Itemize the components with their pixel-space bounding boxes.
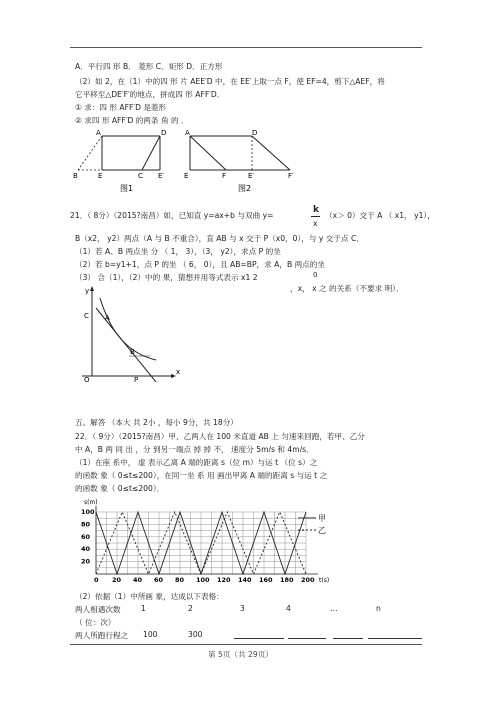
fig2-label-f: F — [222, 172, 227, 180]
footer-rule — [70, 644, 422, 645]
table-row2-label: 两人所跑行程之 — [75, 631, 129, 640]
fig2-label-d: D — [252, 129, 258, 137]
fig3-label-c: C — [84, 312, 89, 320]
table-row1-cell: 2 — [188, 604, 193, 613]
x-tick-label: 20 — [112, 576, 122, 584]
legend-label-yi: 乙 — [318, 526, 326, 535]
q21-frac-den: x — [313, 219, 318, 228]
table-blank — [333, 638, 363, 639]
x-tick-label: 180 — [280, 576, 294, 584]
table-row1-cell: 3 — [240, 604, 245, 613]
x-tick-label: 80 — [175, 576, 185, 584]
table-row1-cell: 1 — [141, 604, 146, 613]
figure-2 — [180, 128, 310, 196]
q21-frac-num: k — [313, 205, 319, 215]
fig1-label-d: D — [161, 129, 167, 137]
x-tick-label: 140 — [238, 576, 252, 584]
q21-item2: （2）若 b=y1+1，点 P 的坐 （ 6， 0），且 AB=BP，求 A，B 两点的坐 — [75, 260, 325, 269]
x-tick-label: 200 — [301, 576, 315, 584]
top-options: A．平行四 形 B． 菱形 C．矩形 D．正方形 — [75, 62, 223, 71]
table-row1-unit: （ 位：次） — [75, 618, 116, 627]
fig2-label-a: A — [185, 129, 190, 137]
q22-item1c: 的函数 象（ 0≤t≤200）． — [75, 484, 165, 493]
y-tick-label: 20 — [81, 557, 91, 566]
table-row1-cell: … — [330, 604, 338, 613]
figure-3 — [74, 284, 184, 384]
x-tick-label: 40 — [133, 576, 143, 584]
q21-line1: 21．（ 8分）（2015?南昌）如，已知直 y=ax+b 与双曲 y= — [70, 211, 274, 220]
fig2-label-f2: F′ — [288, 172, 294, 180]
chart-ylabel: s(m) — [84, 499, 98, 506]
table-row2-cell: 100 — [143, 630, 158, 639]
y-tick-label: 80 — [81, 520, 91, 529]
q21-line1b: （x＞ 0）交于 A （ x1， y1）， — [325, 211, 435, 220]
fig1-label-e2: E′ — [158, 172, 165, 180]
table-row1-label: 两人相遇次数 — [75, 605, 121, 614]
distance-time-chart — [76, 496, 346, 588]
table-blank — [234, 638, 284, 639]
chart-xlabel: t(s) — [319, 577, 330, 584]
q2-item1: ① 求：四 形 AFF′D 是菱形 — [75, 103, 167, 112]
q22-line1: 22．（ 9分）（2015?南昌）甲、乙两人在 100 米直道 AB 上 匀速来回跑，若甲、乙分 — [75, 432, 365, 441]
legend-label-jia: 甲 — [318, 514, 326, 523]
x-tick-label: 100 — [196, 576, 210, 584]
x-tick-label: 160 — [259, 576, 273, 584]
q21-line2: B（x2， y2）两点（A 与 B 不重合），直 AB 与 x 交于 P（x0，0），与 y 交于点 C． — [75, 234, 364, 243]
y-tick-label: 60 — [81, 532, 91, 541]
q22-item1b: 的函数 象（ 0≤t≤200），在同一坐 系 用 画出甲离 A 端的距离 s 与运 t 之 — [75, 471, 328, 480]
q21-item3-zero: 0 — [313, 271, 318, 279]
q22-item1: （1）在座 系中， 虚 表示乙离 A 端的距离 s（位 m）与运 t （位 s）之 — [75, 458, 318, 467]
page-footer: 第 5页（共 29页） — [208, 650, 273, 659]
fig2-label-e: E — [184, 172, 189, 180]
fig1-label-a: A — [96, 129, 101, 137]
y-tick-label: 40 — [81, 545, 91, 554]
x-tick-label: 0 — [94, 576, 99, 584]
fig2-caption: 图2 — [238, 184, 252, 193]
q2-line2: 它平移至△DE′F′的地点，拼成四 形 AFF′D． — [75, 90, 225, 99]
q21-frac-bar — [311, 216, 320, 217]
table-blank — [288, 638, 326, 639]
figure-1 — [72, 128, 182, 196]
header-rule — [70, 47, 422, 48]
q21-item3b: ，x， x 之 的关系（不要求 明）． — [290, 284, 404, 293]
section-5-title: 五、解答 （本大 共 2小 ，每小 9分，共 18分） — [75, 418, 238, 427]
q2-item2: ② 求四 形 AFF′D 的两条 角 的 ． — [75, 116, 189, 125]
fig1-label-e: E — [98, 172, 103, 180]
chart-legend — [298, 512, 338, 536]
y-tick-label: 100 — [81, 508, 95, 516]
fig3-label-p: P — [134, 376, 139, 384]
x-tick-label: 120 — [217, 576, 231, 584]
fig3-label-o: O — [84, 376, 90, 384]
table-row1-cell: n — [376, 604, 381, 613]
fig3-label-x: x — [176, 368, 181, 376]
q22-line2: 中 A，B 两 同 出 ，分 到另一端点 掉 掉 不， 速度分 5m/s 和 4m/s． — [75, 445, 314, 454]
table-row1-cell: 4 — [286, 604, 291, 613]
q22-item2: （2）依据（1）中所画 象，达成以下表格： — [75, 592, 224, 601]
fig1-caption: 图1 — [120, 184, 134, 193]
fig2-label-e2: E′ — [248, 172, 255, 180]
q2-line1: （2）如 2，在（1）中的四 形 片 AEE′D 中，在 EE′上取一点 F，使 EF=4，剪下△AEF，将 — [75, 77, 385, 86]
fig3-label-y: y — [85, 287, 90, 295]
fig1-label-b: B — [73, 172, 78, 180]
table-blank — [368, 638, 422, 639]
q21-item1: （1）若 A、B 两点坐 分 （ 1， 3），（3， y2），求点 P 的坐 — [75, 247, 281, 256]
q21-item3: （3） 合（1），（2）中的 果，猜想并用等式表示 x1 2 — [75, 273, 258, 282]
x-tick-label: 60 — [154, 576, 164, 584]
fig1-label-c: C — [138, 172, 143, 180]
fig3-label-b: B — [130, 348, 135, 356]
fig3-label-a: A — [105, 314, 110, 322]
table-row2-cell: 300 — [188, 630, 203, 639]
